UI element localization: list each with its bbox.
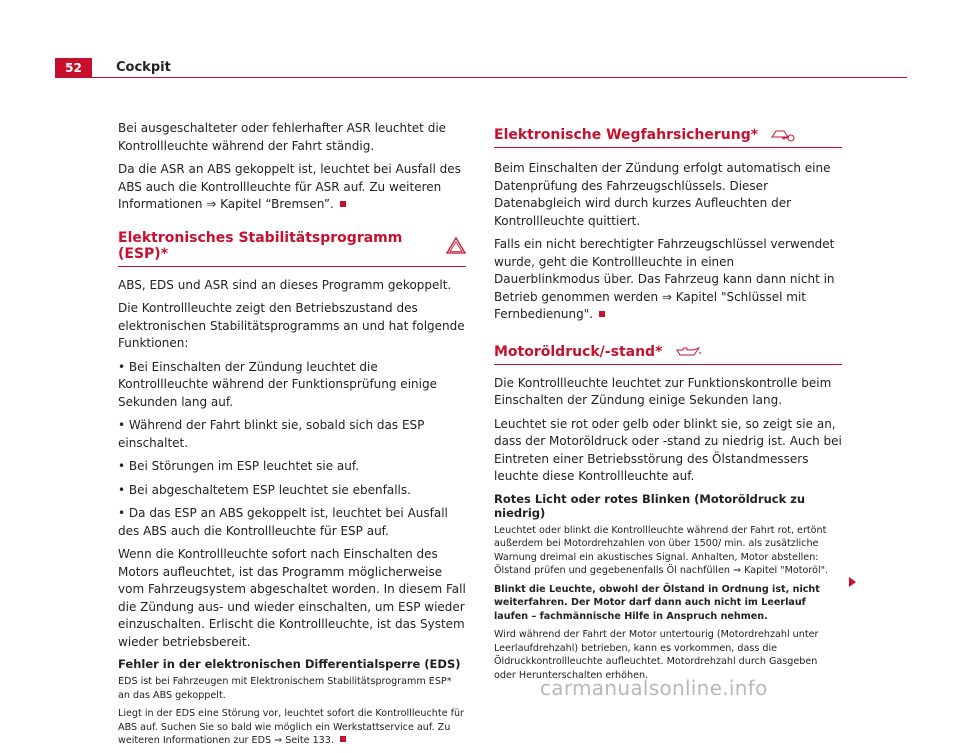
esp-paragraph-3: Wenn die Kontrollleuchte sofort nach Einschalten des Motors aufleuchtet, ist das Programm möglicherweise vom Fahrzeugsystem abgeschaltet worden. In diesem Fall die Zündung aus- und wieder einschalten, um ESP wieder einzuschalten. Erlischt die Kontrollleuchte, ist das System wieder betriebsbereit.	[118, 547, 466, 649]
immobilizer-heading: Elektronische Wegfahrsicherung*	[494, 127, 842, 148]
page-number: 52	[55, 58, 92, 78]
esp-paragraph-2: Die Kontrollleuchte zeigt den Betriebszustand des elektronischen Stabilitätsprogramms an und hat folgende Funktionen:	[118, 301, 465, 350]
left-column	[118, 120, 466, 753]
esp-heading: Elektronisches Stabilitätsprogramm (ESP)*	[118, 230, 466, 267]
oil-paragraph-2: Leuchtet sie rot oder gelb oder blinkt sie, so zeigt sie an, dass der Motoröldruck oder -stand zu niedrig ist. Auch bei Eintreten einer Betriebsstörung des Ölstandmessers leuchte diese Kontrollleuchte auf.	[494, 416, 842, 483]
section-end-marker	[599, 311, 605, 317]
warning-triangle-icon	[446, 237, 466, 255]
oil-paragraph-1: Die Kontrollleuchte leuchtet zur Funktionskontrolle beim Einschalten der Zündung einige Sekunden lang.	[494, 375, 832, 407]
esp-bullet-4: • Bei abgeschaltetem ESP leuchtet sie ebenfalls.	[118, 482, 466, 500]
esp-paragraph-1: ABS, EDS und ASR sind an dieses Programm gekoppelt.	[118, 277, 452, 292]
continue-arrow-icon	[849, 577, 856, 587]
esp-section	[118, 230, 466, 267]
header-divider	[92, 77, 907, 78]
intro-paragraph-1: Bei ausgeschalteter oder fehlerhafter ASR leuchtet die Kontrollleuchte während der Fahrt ständig.	[118, 121, 447, 153]
intro-paragraph-2: Da die ASR an ABS gekoppelt ist, leuchtet bei Ausfall des ABS auch die Kontrollleuchte für ASR auf. Zu weiteren Informationen ⇒ Kapitel “Bremsen”.	[118, 162, 461, 211]
immobilizer-paragraph-2: Falls ein nicht berechtigter Fahrzeugschlüssel verwendet wurde, geht die Kontrollleuchte in einen Dauerblinkmodus über. Das Fahrzeug kann dann nicht in Betrieb genommen werden ⇒ Kapitel "Schlüssel mit Fernbedienung".	[494, 237, 835, 321]
esp-bullet-3: • Bei Störungen im ESP leuchtet sie auf.	[118, 458, 466, 476]
oil-can-icon	[674, 345, 702, 359]
section-end-marker	[340, 201, 346, 207]
watermark: carmanualsonline.info	[540, 676, 768, 700]
oil-subheading: Rotes Licht oder rotes Blinken (Motoröldruck zu niedrig)	[494, 491, 806, 520]
right-column	[494, 127, 842, 687]
esp-bullet-5: • Da das ESP an ABS gekoppelt ist, leuchtet bei Ausfall des ABS auch die Kontrollleuchte für ESP auf.	[118, 505, 466, 540]
oil-small-paragraph-1: Leuchtet oder blinkt die Kontrollleuchte während der Fahrt rot, ertönt außerdem bei Motordrehzahlen von über 1500/ min. als zusätzliche Warnung dreimal ein akustisches Signal. Anhalten, Motor abstellen: Ölstand prüfen und gegebenenfalls Öl nachfüllen ⇒ Kapitel "Motoröl".	[494, 524, 829, 576]
oil-section	[494, 344, 842, 365]
oil-small-paragraph-2: Wird während der Fahrt der Motor untertourig (Motordrehzahl unter Leerlaufdrehzahl) betrieben, kann es vorkommen, dass die Öldruckkontrollleuchte aufleuchtet. Motordrehzahl durch Gasgeben oder Herunterschalten erhöhen.	[494, 629, 819, 681]
esp-bullet-2: • Während der Fahrt blinkt sie, sobald sich das ESP einschaltet.	[118, 417, 466, 452]
oil-warning-paragraph: Blinkt die Leuchte, obwohl der Ölstand in Ordnung ist, nicht weiterfahren. Der Motor darf dann auch nicht im Leerlauf laufen – fachmännische Hilfe in Anspruch nehmen.	[494, 583, 820, 622]
oil-heading: Motoröldruck/-stand*	[494, 344, 842, 365]
immobilizer-section	[494, 127, 842, 148]
section-end-marker	[340, 736, 346, 742]
immobilizer-paragraph-1: Beim Einschalten der Zündung erfolgt automatisch eine Datenprüfung des Fahrzeugschlüssels. Dieser Datenabgleich wird durch kurzes Aufleuchten der Kontrollleuchte quittiert.	[494, 161, 831, 228]
car-key-icon	[770, 127, 798, 143]
eds-paragraph-1: EDS ist bei Fahrzeugen mit Elektronischem Stabilitätsprogramm ESP* an das ABS gekoppelt.	[118, 676, 452, 701]
esp-bullet-1: • Bei Einschalten der Zündung leuchtet die Kontrollleuchte während der Funktionsprüfung einige Sekunden lang auf.	[118, 359, 466, 412]
eds-paragraph-2: Liegt in der EDS eine Störung vor, leuchtet sofort die Kontrollleuchte für ABS auf. Suchen Sie so bald wie möglich ein Werkstattservice auf. Zu weiteren Informationen zur EDS ⇒ Seite 133.	[118, 708, 464, 746]
eds-heading: Fehler in der elektronischen Differentialsperre (EDS)	[118, 657, 461, 671]
page-title: Cockpit	[116, 60, 171, 75]
